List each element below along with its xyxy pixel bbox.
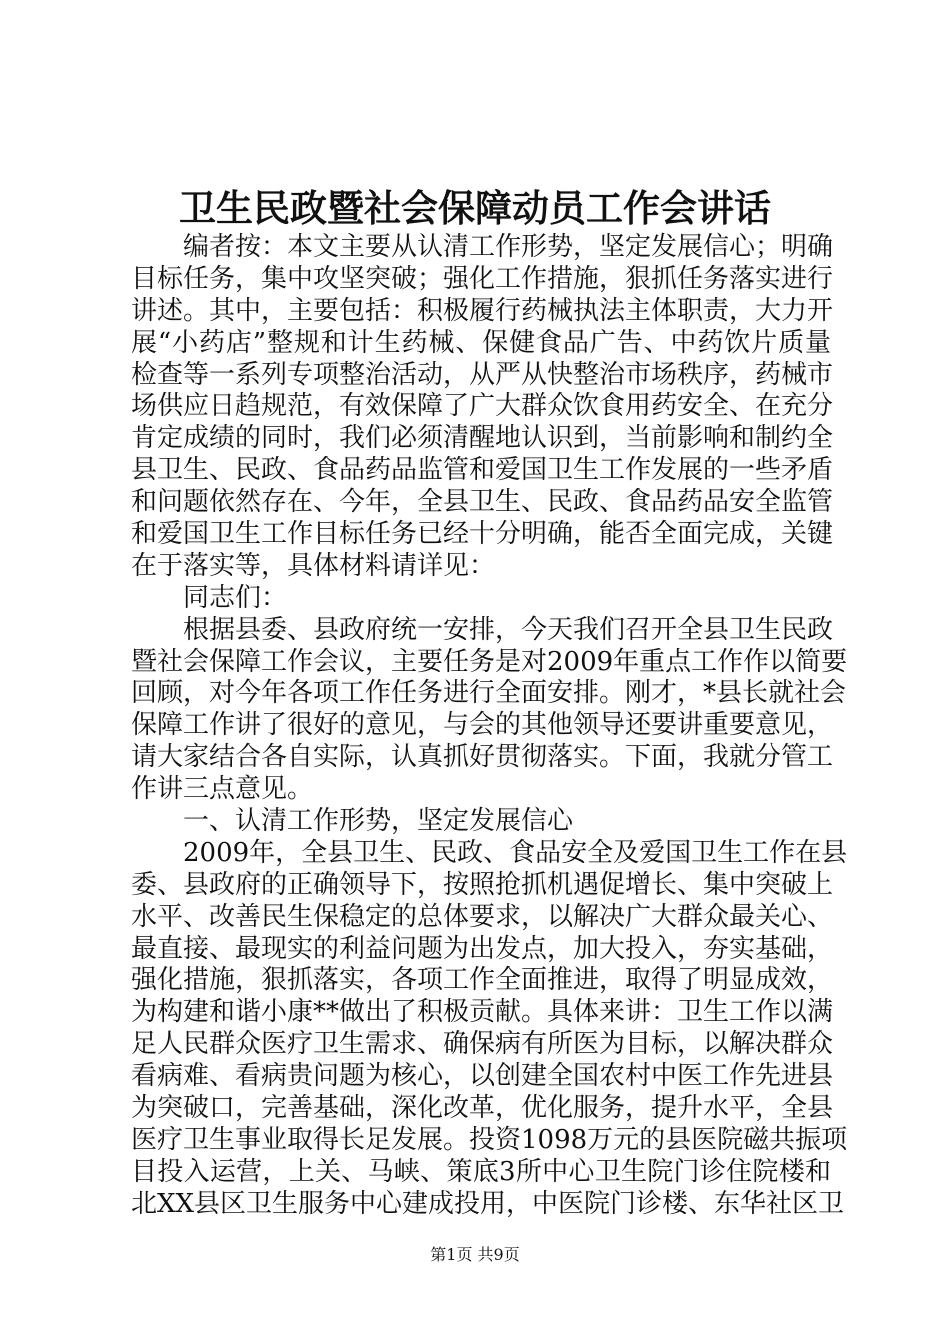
text-line: 足人民群众医疗卫生需求、确保病有所医为目标，以解决群众 [131, 1029, 834, 1060]
salutation-line: 同志们： [131, 582, 288, 613]
text-line: 北XX县区卫生服务中心建成投用，中医院门诊楼、东华社区卫 [131, 1188, 845, 1219]
text-line: 县卫生、民政、食品药品监管和爱国卫生工作发展的一些矛盾 [131, 455, 834, 486]
text-line: 和问题依然存在、今年，全县卫生、民政、食品药品安全监管 [131, 487, 834, 518]
text-line: 医疗卫生事业取得长足发展。投资1098万元的县医院磁共振项 [131, 1124, 848, 1155]
page-number-footer: 第1页 共9页 [430, 1245, 520, 1264]
text-line: 为突破口，完善基础，深化改革，优化服务，提升水平，全县 [131, 1093, 834, 1124]
text-line: 回顾，对今年各项工作任务进行全面安排。刚才，*县长就社会 [131, 678, 847, 709]
text-line: 场供应日趋规范，有效保障了广大群众饮食用药安全、在充分 [131, 391, 834, 422]
text-line: 目标任务，集中攻坚突破；强化工作措施，狠抓任务落实进行 [131, 263, 834, 294]
document-body [131, 232, 848, 1221]
text-line: 编者按：本文主要从认清工作形势，坚定发展信心；明确 [131, 232, 834, 262]
text-line: 看病难、看病贵问题为核心，以创建全国农村中医工作先进县 [131, 1061, 834, 1092]
section-heading: 一、认清工作形势，坚定发展信心 [131, 806, 574, 837]
text-line: 目投入运营，上关、马峡、策底3所中心卫生院门诊住院楼和 [131, 1156, 831, 1187]
text-line: 请大家结合各自实际，认真抓好贯彻落实。下面，我就分管工 [131, 742, 834, 773]
text-line: 和爱国卫生工作目标任务已经十分明确，能否全面完成，关键 [131, 519, 834, 550]
text-line: 2009年，全县卫生、民政、食品安全及爱国卫生工作在县 [131, 837, 848, 868]
text-line: 水平、改善民生保稳定的总体要求，以解决广大群众最关心、 [131, 901, 834, 932]
text-line: 委、县政府的正确领导下，按照抢抓机遇促增长、集中突破上 [131, 869, 834, 900]
text-line: 保障工作讲了很好的意见，与会的其他领导还要讲重要意见， [131, 710, 834, 741]
text-line: 肯定成绩的同时，我们必须清醒地认识到，当前影响和制约全 [131, 423, 834, 454]
text-line: 为构建和谐小康**做出了积极贡献。具体来讲：卫生工作以满 [131, 997, 834, 1028]
text-line: 最直接、最现实的利益问题为出发点，加大投入，夯实基础， [131, 933, 834, 964]
text-line: 展“小药店”整规和计生药械、保健食品广告、中药饮片质量 [131, 327, 831, 358]
text-line: 强化措施，狠抓落实，各项工作全面推进，取得了明显成效， [131, 965, 834, 996]
document-title: 卫生民政暨社会保障动员工作会讲话 [179, 186, 771, 230]
text-line: 暨社会保障工作会议，主要任务是对2009年重点工作作以简要 [131, 646, 848, 677]
text-line: 根据县委、县政府统一安排，今天我们召开全县卫生民政 [131, 614, 834, 645]
text-line: 讲述。其中，主要包括：积极履行药械执法主体职责，大力开 [131, 295, 834, 326]
text-line: 在于落实等，具体材料请详见： [131, 550, 496, 581]
text-line: 检查等一系列专项整治活动，从严从快整治市场秩序，药械市 [131, 359, 834, 390]
text-line: 作讲三点意见。 [131, 774, 314, 805]
